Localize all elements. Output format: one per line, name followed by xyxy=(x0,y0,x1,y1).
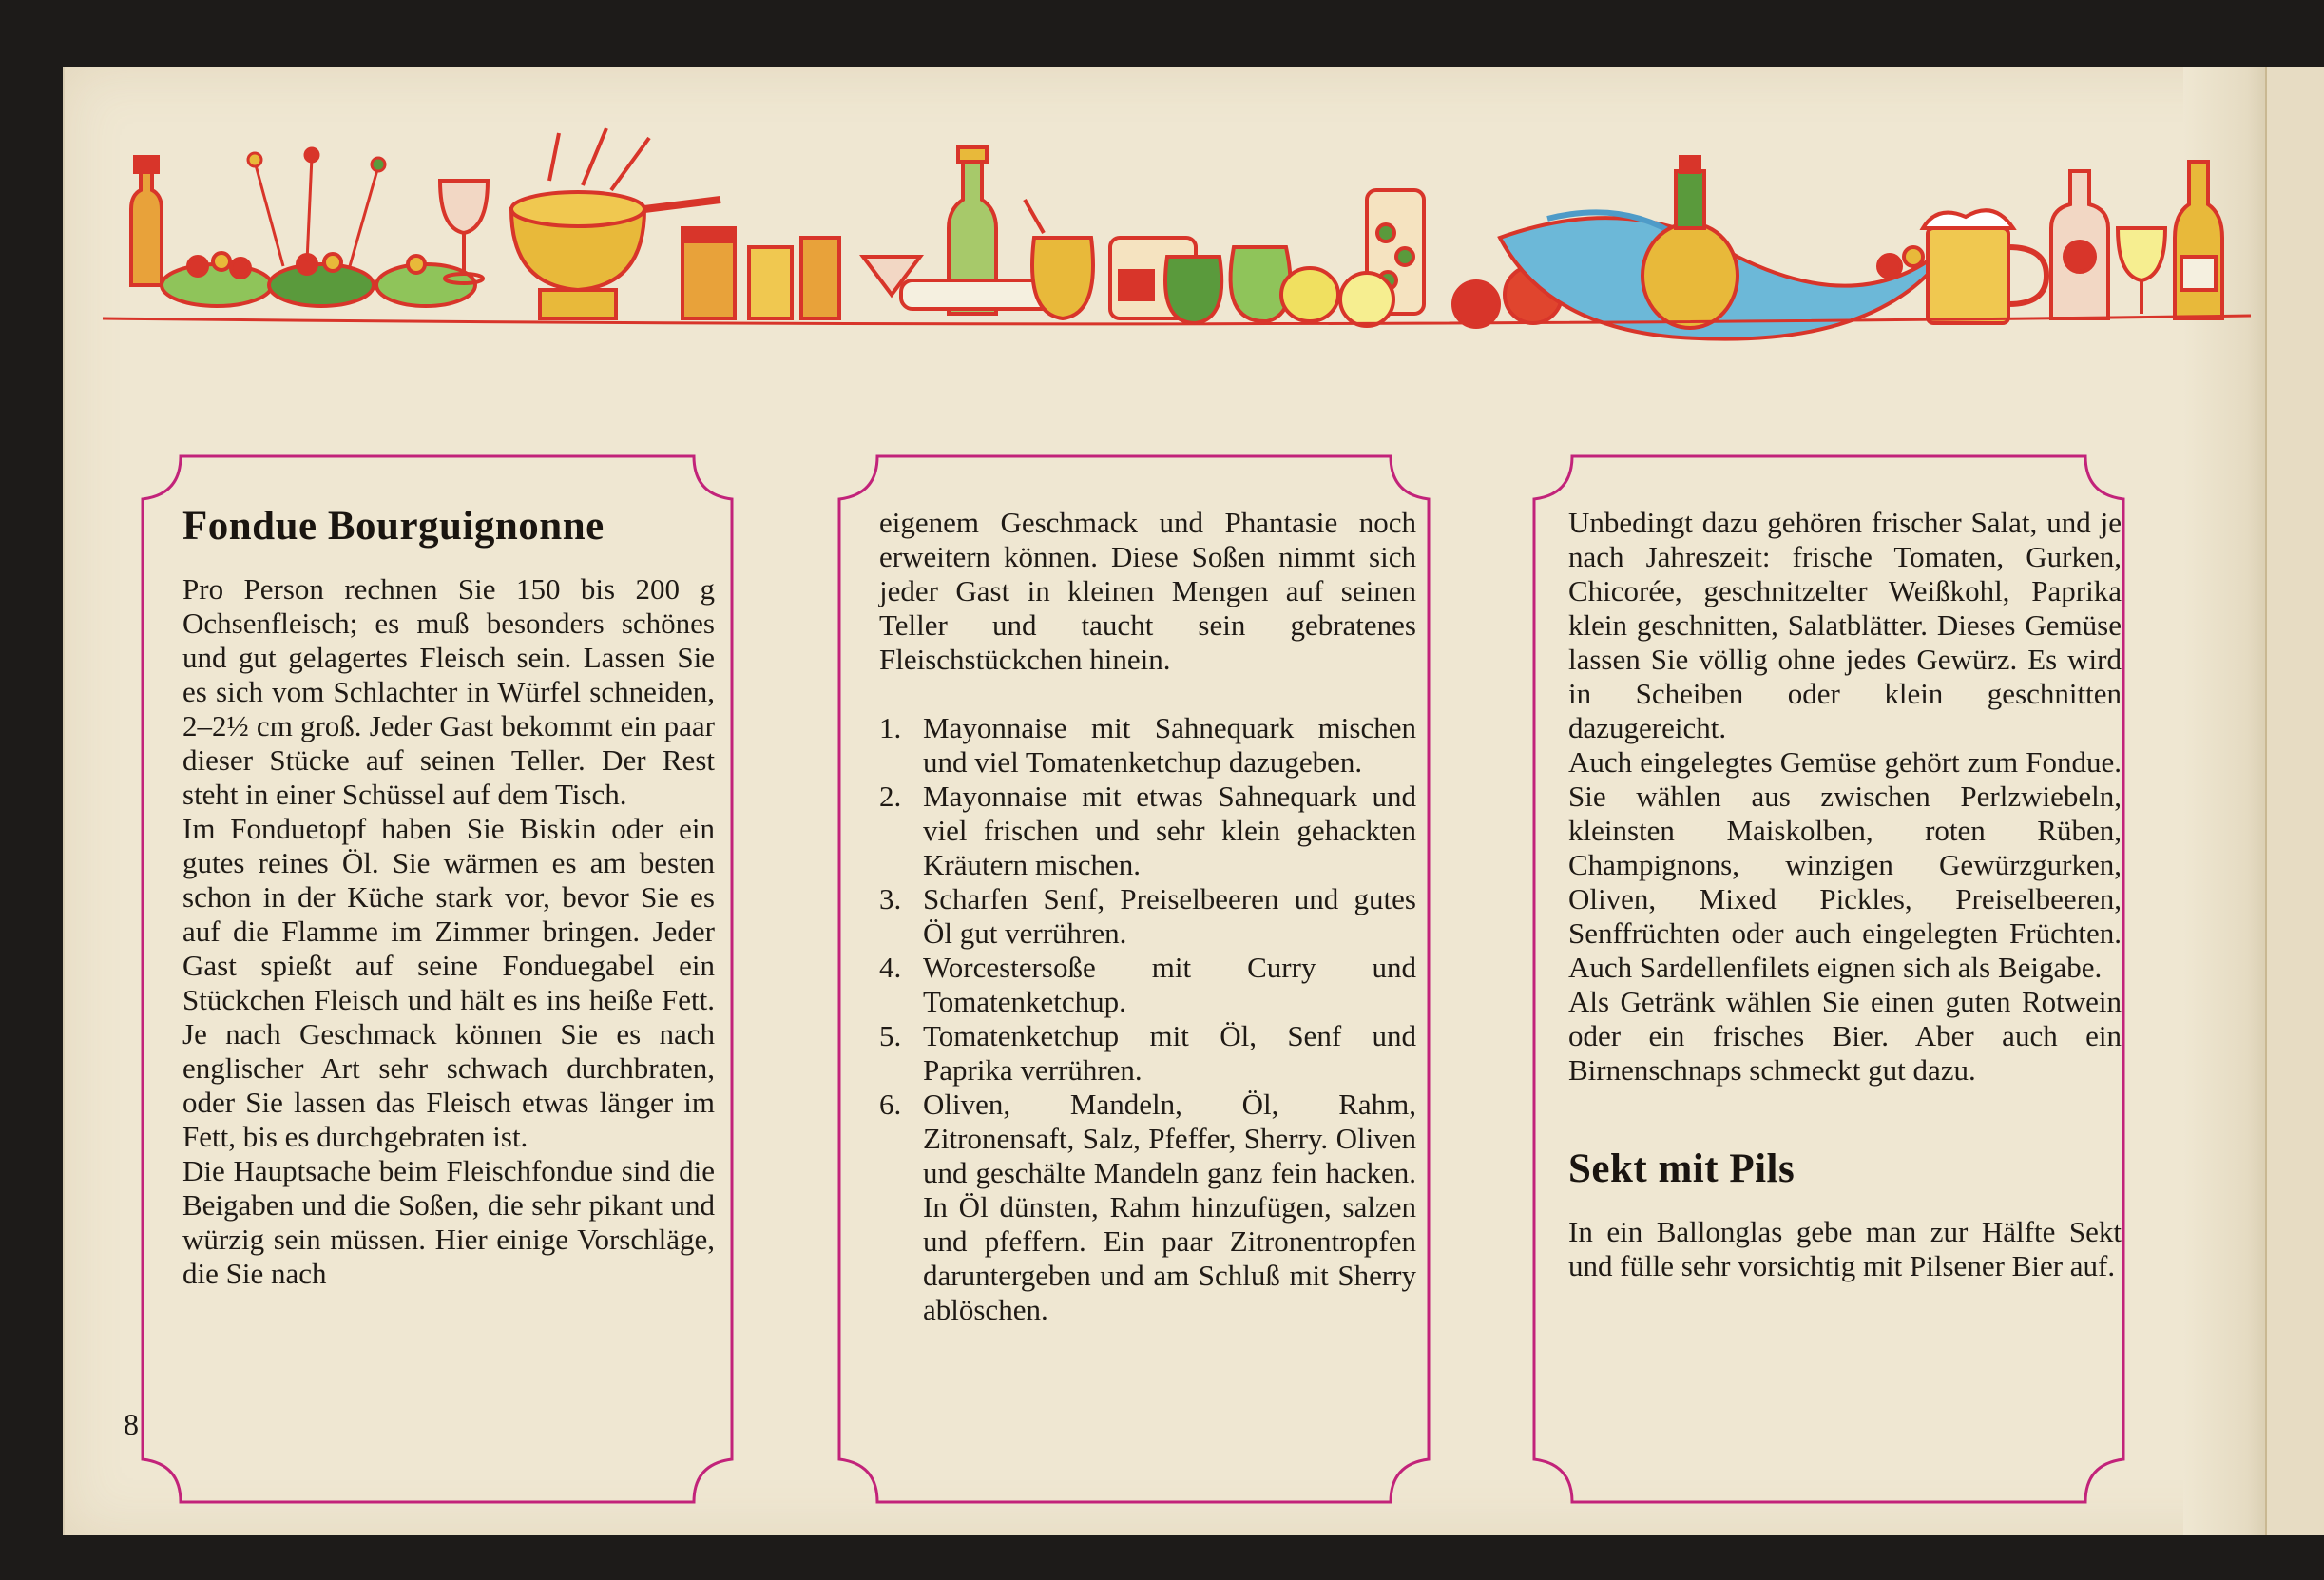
list-number: 3. xyxy=(879,882,902,915)
spice-jar-icon xyxy=(682,228,839,318)
kitchen-frieze-illustration xyxy=(65,105,2324,428)
list-text: Scharfen Senf, Preiselbeeren und gutes Öl gut verrühren. xyxy=(923,882,1416,950)
beer-mug-icon xyxy=(1923,210,2046,323)
paragraph: Unbedingt dazu gehören frischer Salat, und je nach Jahreszeit: frische Tomaten, Gurken, Chicorée, geschnitzelter Weißkohl, Paprika klein geschnitten, Salatblätter. Dieses Gemüse lassen Sie völlig ohne jedes Gewürz. Es wird in Scheiben oder klein geschnitten dazugereicht. xyxy=(1568,506,2122,744)
pepper-icon xyxy=(1165,247,1291,323)
lemon-icon xyxy=(1281,268,1393,326)
list-number: 6. xyxy=(879,1088,902,1121)
paragraph: Pro Person rechnen Sie 150 bis 200 g Ochsenfleisch; es muß besonders schönes und gut gelagertes Fleisch sein. Lassen Sie es sich vom Schlachter in Würfel schneiden, 2–2½ cm groß. Jeder Gast bekommt ein paar dieser Stücke auf seinen Teller. Der Rest steht in einer Schüssel auf dem Tisch. xyxy=(182,572,715,811)
list-text: Mayonnaise mit Sahnequark mischen und viel Tomatenketchup dazugeben. xyxy=(923,711,1416,779)
list-number: 1. xyxy=(879,711,902,744)
list-number: 5. xyxy=(879,1019,902,1052)
list-text: Tomatenketchup mit Öl, Senf und Paprika verrühren. xyxy=(923,1019,1416,1087)
paragraph: Als Getränk wählen Sie einen guten Rotwein oder ein frisches Bier. Aber auch ein Birnenschnaps schmeckt gut dazu. xyxy=(1568,985,2122,1087)
list-item xyxy=(879,1088,1416,1327)
recipe-column-3 xyxy=(1515,456,2142,1502)
paragraph: Im Fonduetopf haben Sie Biskin oder ein gutes reines Öl. Sie wärmen es am besten schon in der Küche stark vor, bevor Sie es auf die Flamme im Zimmer bringen. Jeder Gast spießt auf seine Fonduegabel ein Stückchen Fleisch und hält es ins heiße Fett. Je nach Geschmack können Sie es nach englischer Art sehr schwach durchbraten, oder Sie lassen das Fleisch etwas länger im Fett, bis es durchgebraten ist. xyxy=(182,812,715,1153)
recipe-title: Fondue Bourguignonne xyxy=(182,504,605,549)
recipe-column-2 xyxy=(820,456,1448,1502)
list-item xyxy=(879,780,1416,882)
sauce-list xyxy=(879,711,1416,1327)
column-2-text xyxy=(879,506,1416,1327)
paragraph: In ein Ballonglas gebe man zur Hälfte Sekt und fülle sehr vorsichtig mit Pilsener Bier auf. xyxy=(1568,1215,2122,1282)
page-number: 8 xyxy=(124,1407,139,1441)
champagne-bottle-icon xyxy=(2175,162,2222,318)
straw-wine-bottle-icon xyxy=(1642,157,1738,328)
list-text: Mayonnaise mit etwas Sahnequark und viel frischen und sehr klein gehackten Kräutern mischen. xyxy=(923,780,1416,881)
list-item xyxy=(879,1019,1416,1088)
recipe-column-1 xyxy=(124,456,751,1502)
paragraph: Die Hauptsache beim Fleischfondue sind die Beigaben und die Soßen, die sehr pikant und würzig sein müssen. Hier einige Vorschläge, die Sie nach xyxy=(182,1154,715,1290)
liqueur-bottle-icon xyxy=(2051,171,2108,318)
list-number: 4. xyxy=(879,951,902,984)
list-item xyxy=(879,711,1416,780)
column-3-text xyxy=(1568,506,2122,1283)
salad-bowl-icon xyxy=(162,253,475,306)
paragraph: eigenem Geschmack und Phantasie noch erweitern können. Diese Soßen nimmt sich jeder Gast in kleinen Mengen auf seinen Teller und taucht sein gebratenes Fleischstückchen hinein. xyxy=(879,506,1416,676)
list-item xyxy=(879,882,1416,951)
list-number: 2. xyxy=(879,780,902,813)
list-text: Worcestersoße mit Curry und Tomatenketchup. xyxy=(923,951,1416,1018)
book-page xyxy=(63,67,2324,1535)
column-1-text xyxy=(182,502,715,1291)
recipe-title: Sekt mit Pils xyxy=(1568,1146,1796,1191)
paragraph: Auch eingelegtes Gemüse gehört zum Fondue. Sie wählen aus zwischen Perlzwiebeln, kleinsten Maiskolben, roten Rüben, Champignons, winzigen Gewürzgurken, Oliven, Mixed Pickles, Preiselbeeren, Senffrüchten oder auch eingelegten Früchten. Auch Sardellenfilets eignen sich als Beigabe. xyxy=(1568,745,2122,984)
list-item xyxy=(879,951,1416,1019)
wine-glass-icon xyxy=(2118,228,2165,314)
fondue-forks-icon xyxy=(248,148,385,266)
bottle-icon xyxy=(131,157,162,285)
list-text: Oliven, Mandeln, Öl, Rahm, Zitronensaft, Salz, Pfeffer, Sherry. Oliven und geschälte Mandeln ganz fein hacken. In Öl dünsten, Rahm hinzufügen, salzen und pfeffern. Ein paar Zitronentropfen daruntergeben und am Schluß mit Sherry ablöschen. xyxy=(923,1088,1416,1326)
